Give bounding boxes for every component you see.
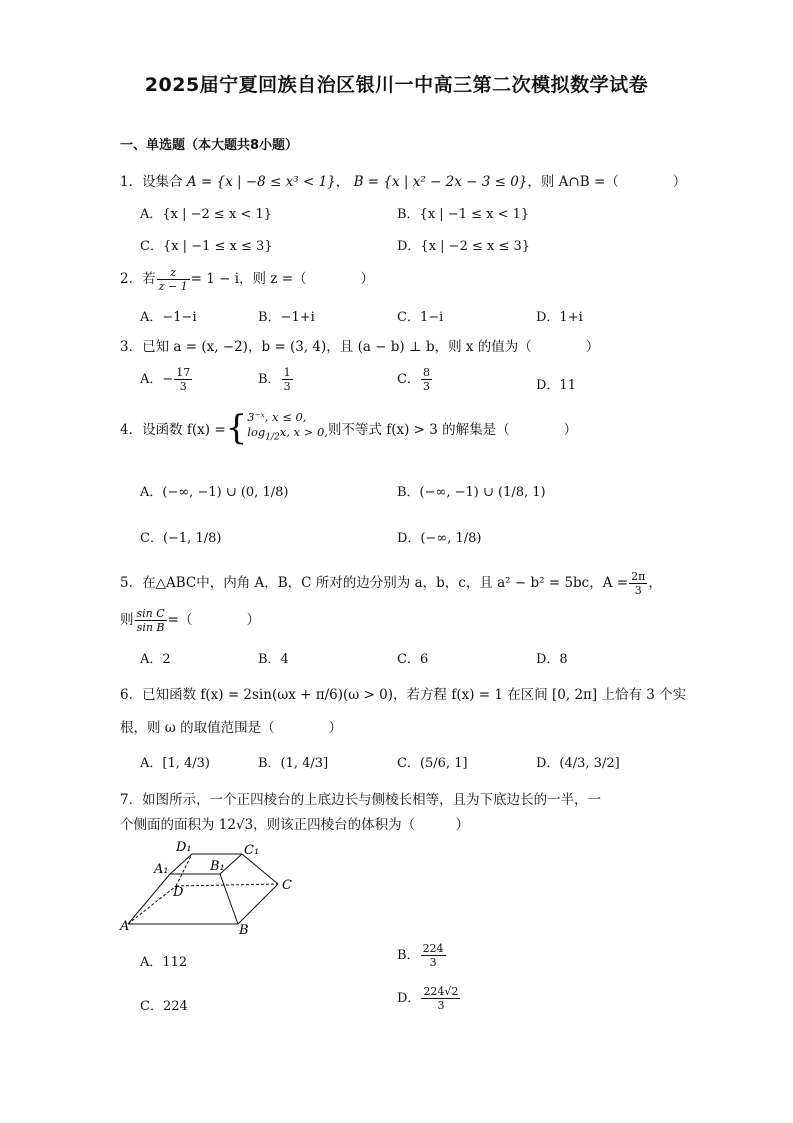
q3-option-a-label: A．− bbox=[140, 372, 174, 387]
q4-option-d[interactable]: D．(−∞, 1/8) bbox=[397, 531, 482, 546]
q3-option-c[interactable] bbox=[397, 366, 433, 393]
q4-option-a[interactable]: A．(−∞, −1) ∪ (0, 1/8) bbox=[140, 485, 289, 500]
edge-dd1 bbox=[176, 854, 192, 886]
q5-ratio-num: sin C bbox=[136, 607, 165, 620]
q2-option-d[interactable]: D．1+i bbox=[536, 310, 583, 325]
label-b: B bbox=[239, 923, 249, 936]
question-7: 7．如图所示，一个正四棱台的上底边长与侧棱长相等，且为下底边长的一半，一 bbox=[120, 792, 602, 808]
q5-angle-num: 2π bbox=[631, 570, 646, 583]
label-c: C bbox=[282, 878, 292, 893]
q1-option-d[interactable]: D．{x | −2 ≤ x ≤ 3} bbox=[397, 239, 531, 254]
q3-b-den: 3 bbox=[283, 380, 291, 393]
question-2 bbox=[120, 266, 374, 293]
q2-option-a[interactable]: A．−1−i bbox=[140, 310, 197, 325]
question-5: 5．在△ABC中，内角 A，B，C 所对的边分别为 a，b，c，且 a² − b² = 5bc，A = $\frac{2\pi}{3}$ ， bbox=[120, 570, 662, 597]
q3-a-num: 17 bbox=[176, 366, 191, 379]
q1-option-b[interactable]: B．{x | −1 ≤ x < 1} bbox=[397, 207, 530, 222]
q2-prefix: 2．若 bbox=[120, 271, 156, 287]
q1-option-c[interactable]: C．{x | −1 ≤ x ≤ 3} bbox=[140, 239, 273, 254]
question-6: 6．已知函数 f(x) = 2sin(ωx + π/6)(ω > 0)，若方程 f(x) = 1 在区间 [0, 2π] 上恰有 3 个实 bbox=[120, 687, 687, 703]
q4-option-b[interactable]: B．(−∞, −1) ∪ (1/8, 1) bbox=[397, 485, 546, 500]
label-a1: A₁ bbox=[154, 862, 169, 877]
question-7-line2: 个侧面的面积为 12√3，则该正四棱台的体积为（ ） bbox=[120, 817, 470, 833]
q5-option-a[interactable]: A．2 bbox=[140, 652, 171, 667]
edge-cc1 bbox=[242, 854, 278, 884]
q4-case2: log bbox=[247, 425, 266, 440]
q3-a-den: 3 bbox=[179, 380, 187, 393]
q4-case2-base: 1/2 bbox=[265, 432, 280, 443]
edge-aa1 bbox=[128, 874, 170, 924]
q7-option-a[interactable]: A．112 bbox=[140, 955, 188, 970]
q2-suffix: = 1 − i，则 z =（ ） bbox=[190, 271, 375, 287]
q2-option-b[interactable]: B．−1+i bbox=[258, 310, 315, 325]
label-c1: C₁ bbox=[244, 843, 260, 858]
q6-option-d[interactable]: D．(4/3, 3/2] bbox=[536, 756, 620, 771]
q4-prefix: 4．设函数 f(x) = bbox=[120, 422, 226, 438]
q4-case2-rest: x, x > 0, bbox=[279, 425, 328, 440]
q3-c-num: 8 bbox=[422, 366, 430, 379]
question-1: 1．设集合 A = {x | −8 ≤ x³ < 1}， B = {x | x² − 2x − 3 ≤ 0}，则 A∩B =（ ） bbox=[120, 174, 687, 190]
edge-bc bbox=[238, 884, 278, 924]
q5-prefix2: 则 bbox=[120, 612, 134, 628]
q3-option-a[interactable] bbox=[140, 366, 193, 393]
q5-stem: 5．在△ABC中，内角 A，B，C 所对的边分别为 a，b，c，且 a² − b² = 5bc，A = bbox=[120, 575, 629, 591]
label-a: A bbox=[120, 919, 130, 934]
edge-d1a1 bbox=[170, 854, 192, 874]
q7-option-d[interactable] bbox=[397, 985, 461, 1012]
q7-b-num: 224 bbox=[422, 942, 444, 955]
label-b1: B₁ bbox=[210, 859, 225, 874]
q3-option-c-label: C． bbox=[397, 372, 420, 387]
page-title: 2025届宁夏回族自治区银川一中高三第二次模拟数学试卷 bbox=[144, 74, 649, 96]
q5-option-c[interactable]: C．6 bbox=[397, 652, 429, 667]
q3-c-den: 3 bbox=[422, 380, 430, 393]
q2-frac-num: z bbox=[157, 266, 190, 280]
question-4: 4．设函数 f(x) ={ 3⁻ˣ, x ≤ 0, $\log_{1/2}x$, x > 0, 则不等式 f(x) > 3 的解集是（ ） bbox=[120, 408, 578, 448]
q2-frac-den: z − 1 bbox=[158, 280, 188, 293]
q1-set-a: A = {x | −8 ≤ x³ < 1} bbox=[186, 174, 336, 190]
edge-ad bbox=[128, 886, 176, 924]
q7-option-b-label: B． bbox=[397, 948, 420, 963]
q4-option-c[interactable]: C．(−1, 1/8) bbox=[140, 531, 222, 546]
label-d: D bbox=[173, 885, 184, 900]
question-3: 3．已知 a = (x, −2)，b = (3, 4)，且 (a − b) ⊥ b，则 x 的值为（ ） bbox=[120, 339, 600, 355]
q6-option-a[interactable]: A．[1, 4/3) bbox=[140, 756, 210, 771]
q5-option-b[interactable]: B．4 bbox=[258, 652, 289, 667]
q1-set-b: B = {x | x² − 2x − 3 ≤ 0} bbox=[353, 174, 528, 190]
q3-option-b[interactable] bbox=[258, 366, 294, 393]
q7-d-den: 3 bbox=[437, 999, 445, 1012]
q7-d-num: 224√2 bbox=[423, 985, 459, 998]
frustum-figure bbox=[118, 836, 308, 936]
q3-option-b-label: B． bbox=[258, 372, 281, 387]
edge-bb1 bbox=[220, 874, 238, 924]
q3-b-num: 1 bbox=[283, 366, 291, 379]
section-heading: 一、单选题（本大题共8小题） bbox=[120, 138, 299, 153]
q5-option-d[interactable]: D．8 bbox=[536, 652, 568, 667]
q1-suffix: ，则 A∩B =（ ） bbox=[527, 174, 687, 190]
q6-option-c[interactable]: C．(5/6, 1] bbox=[397, 756, 468, 771]
q2-option-c[interactable]: C．1−i bbox=[397, 310, 444, 325]
q6-option-b[interactable]: B．(1, 4/3] bbox=[258, 756, 329, 771]
q5-ratio-den: sin B bbox=[136, 621, 165, 634]
q7-option-b[interactable] bbox=[397, 942, 447, 969]
question-5-line2 bbox=[120, 607, 260, 634]
q4-case1: 3⁻ˣ, x ≤ 0, bbox=[247, 410, 307, 425]
q5-suffix2: =（ ） bbox=[167, 612, 260, 628]
q3-option-d[interactable]: D．11 bbox=[536, 378, 576, 393]
q7-option-c[interactable]: C．224 bbox=[140, 999, 188, 1014]
q4-suffix: 则不等式 f(x) > 3 的解集是（ ） bbox=[327, 422, 578, 438]
question-6-line2: 根，则 ω 的取值范围是（ ） bbox=[120, 720, 343, 736]
q4-piecewise bbox=[247, 410, 328, 445]
q1-prefix: 1．设集合 bbox=[120, 174, 183, 190]
q7-option-d-label: D． bbox=[397, 991, 421, 1006]
label-d1: D₁ bbox=[176, 840, 192, 855]
edge-dc bbox=[176, 884, 278, 886]
q5-angle-den: 3 bbox=[634, 584, 642, 597]
q1-option-a[interactable]: A．{x | −2 ≤ x < 1} bbox=[140, 207, 272, 222]
q7-b-den: 3 bbox=[429, 956, 437, 969]
